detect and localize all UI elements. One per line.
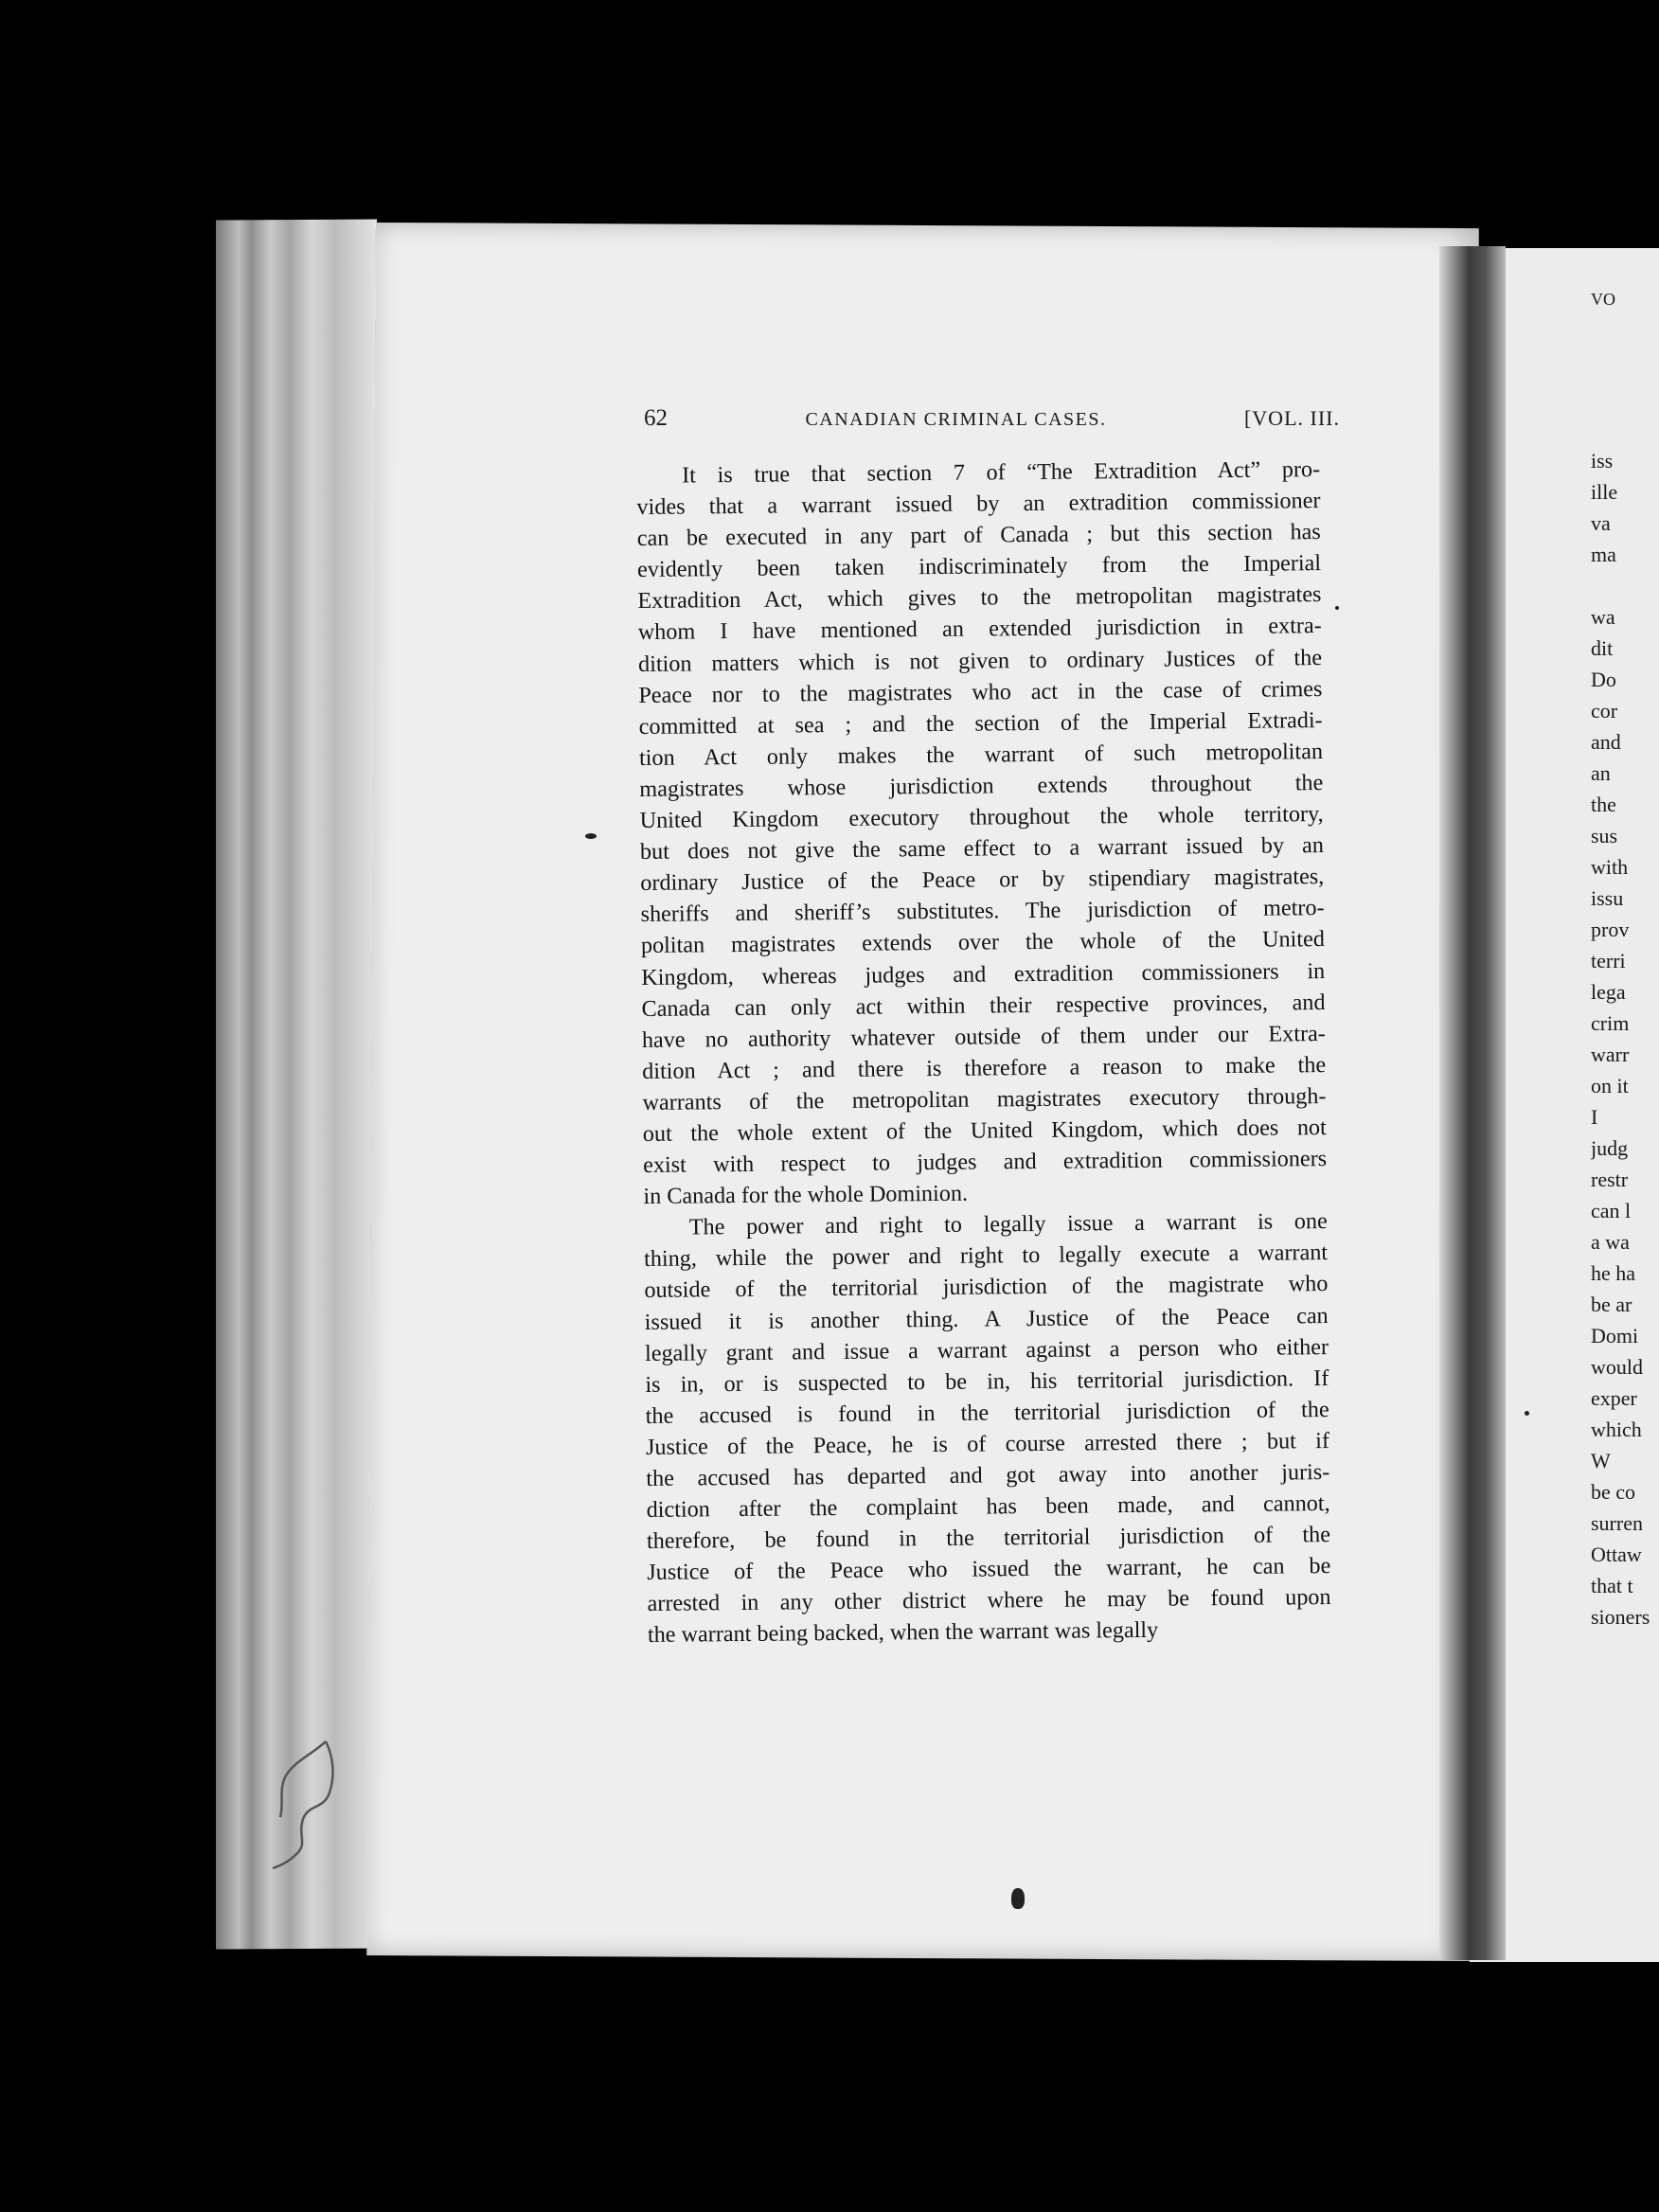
text-line: thing, while the power and right to legally execute a warrant	[643, 1240, 1329, 1273]
text-line: diction after the complaint has been made, and cannot,	[646, 1490, 1330, 1524]
text-line: Justice of the Peace who issued the warrant, he can be	[647, 1553, 1331, 1586]
dust-speck	[1335, 606, 1339, 610]
text-line: warrants of the metropolitan magistrates executory through-	[642, 1082, 1327, 1115]
text-line: the warrant being backed, when the warrant was legally	[647, 1617, 1159, 1649]
book-page-edges	[216, 219, 377, 1949]
facing-page-line: I	[1591, 1105, 1598, 1129]
text-line: exist with respect to judges and extradition commissioners	[643, 1146, 1328, 1179]
running-title: CANADIAN CRIMINAL CASES.	[805, 409, 1107, 430]
text-line: the accused is found in the territorial jurisdiction of the	[645, 1396, 1329, 1429]
text-line: politan magistrates extends over the whole of the United	[640, 926, 1326, 959]
facing-page-text-fragments	[1591, 284, 1659, 1632]
facing-page-line: warr	[1591, 1043, 1630, 1066]
text-line: vides that a warrant issued by an extradition commissioner	[636, 488, 1321, 521]
pencil-scribble-mark	[267, 1738, 343, 1870]
facing-page-line: on it	[1591, 1074, 1629, 1097]
facing-page-line: prov	[1591, 918, 1630, 941]
facing-page-line: exper	[1591, 1386, 1637, 1410]
facing-page-line: with	[1591, 855, 1629, 879]
facing-page-line: be co	[1591, 1480, 1636, 1504]
facing-page-line: that t	[1591, 1574, 1633, 1597]
facing-page-line: va	[1591, 511, 1611, 535]
facing-page-line: terri	[1591, 949, 1626, 972]
text-line: Extradition Act, which gives to the metropolitan magistrates	[637, 581, 1322, 615]
facing-page-line: surren	[1591, 1511, 1643, 1535]
text-line: legally grant and issue a warrant against a person who either	[644, 1333, 1329, 1366]
facing-page-line: judg	[1591, 1136, 1629, 1160]
facing-page-line: issu	[1591, 886, 1624, 910]
text-line: ordinary Justice of the Peace or by stipendiary magistrates,	[640, 864, 1325, 897]
facing-page-line: ma	[1591, 543, 1616, 566]
text-line: have no authority whatever outside of them under our Extra-	[641, 1020, 1326, 1053]
facing-page-line: would	[1591, 1355, 1643, 1379]
facing-page-line: VO	[1591, 290, 1615, 309]
text-line: tion Act only makes the warrant of such metropolitan	[638, 738, 1324, 771]
facing-page-line: ille	[1591, 480, 1618, 504]
text-line: sheriffs and sheriff’s substitutes. The jurisdiction of metro-	[640, 895, 1325, 928]
book-gutter	[1439, 246, 1506, 1960]
facing-page-line: wa	[1591, 605, 1615, 629]
text-line: issued it is another thing. A Justice of the Peace can	[644, 1302, 1329, 1335]
text-line: It is true that section 7 of “The Extradition Act” pro-	[682, 456, 1321, 489]
text-line: dition Act ; and there is therefore a reason to make the	[642, 1051, 1327, 1084]
text-line: is in, or is suspected to be in, his territorial jurisdiction. If	[645, 1365, 1329, 1398]
dust-speck	[1525, 1411, 1529, 1416]
text-line: the accused has departed and got away into another juris-	[646, 1459, 1330, 1491]
volume-label: [VOL. III.	[1243, 406, 1340, 430]
facing-page-line: an	[1591, 761, 1611, 785]
facing-page-line: be ar	[1591, 1293, 1632, 1316]
text-line: Peace nor to the magistrates who act in the case of crimes	[638, 675, 1323, 708]
text-line: whom I have mentioned an extended jurisdiction in extra-	[637, 613, 1322, 646]
facing-page-line: crim	[1591, 1011, 1630, 1035]
facing-page-line: and	[1591, 730, 1621, 754]
facing-page-line: restr	[1591, 1168, 1629, 1191]
facing-page-line	[1591, 570, 1659, 601]
text-line: United Kingdom executory throughout the whole territory,	[639, 801, 1324, 834]
text-line: committed at sea ; and the section of the Imperial Extradi-	[638, 706, 1323, 740]
text-line: can be executed in any part of Canada ; but this section has	[636, 519, 1321, 552]
text-line: Kingdom, whereas judges and extradition commissioners in	[641, 957, 1326, 990]
facing-page-line: the	[1591, 793, 1616, 816]
facing-page-line: which	[1591, 1418, 1642, 1441]
text-line: Justice of the Peace, he is of course arrested there ; but if	[645, 1427, 1330, 1460]
page-number: 62	[644, 405, 668, 431]
text-line: Canada can only act within their respective provinces, and	[641, 989, 1326, 1022]
text-line: therefore, be found in the territorial jurisdiction of the	[646, 1522, 1331, 1555]
running-header	[644, 405, 1340, 439]
text-line: out the whole extent of the United Kingdom, which does not	[642, 1115, 1327, 1147]
facing-page-line: dit	[1591, 636, 1614, 660]
facing-page-line: iss	[1591, 449, 1614, 473]
facing-page-line: a wa	[1591, 1230, 1630, 1254]
facing-page-line: he ha	[1591, 1261, 1636, 1285]
text-line: dition matters which is not given to ordinary Justices of the	[637, 644, 1323, 677]
text-line: but does not give the same effect to a warrant issued by an	[639, 832, 1325, 865]
facing-page-line: sioners	[1591, 1605, 1650, 1629]
text-line: The power and right to legally issue a warrant is one	[688, 1208, 1328, 1240]
text-line: in Canada for the whole Dominion.	[643, 1180, 969, 1210]
page-body-text	[636, 454, 1331, 1650]
text-line: arrested in any other district where he may be found upon	[647, 1584, 1331, 1617]
facing-page-line: lega	[1591, 980, 1626, 1004]
facing-page-line: sus	[1591, 824, 1618, 847]
text-line: outside of the territorial jurisdiction of the magistrate who	[644, 1271, 1329, 1304]
text-line: evidently been taken indiscriminately from the Imperial	[636, 550, 1322, 583]
facing-page-line: Do	[1591, 668, 1616, 691]
facing-page-line: W	[1591, 1449, 1611, 1472]
facing-page-line: Ottaw	[1591, 1543, 1642, 1566]
text-line: magistrates whose jurisdiction extends throughout the	[639, 769, 1324, 802]
facing-page-line: cor	[1591, 699, 1618, 722]
facing-page-line: Domi	[1591, 1324, 1639, 1347]
ink-blot	[1011, 1888, 1025, 1909]
facing-page-line: can l	[1591, 1199, 1632, 1222]
dust-speck	[585, 833, 597, 839]
